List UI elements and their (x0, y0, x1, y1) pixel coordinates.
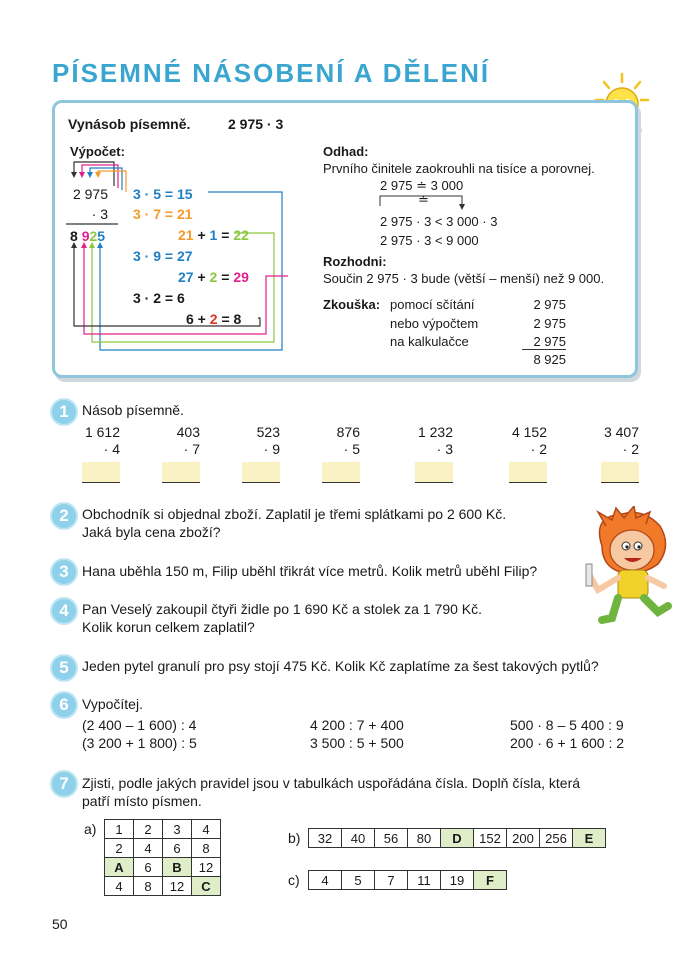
task-6-expr: (3 200 + 1 800) : 5 (82, 735, 197, 751)
table-row: 4 8 12 C (105, 877, 221, 896)
task-2-line-1: Obchodník si objednal zboží. Zaplatil je třemi splátkami po 2 600 Kč. (82, 506, 507, 522)
answer-blank[interactable] (162, 462, 200, 483)
task-number-1: 1 (50, 398, 78, 426)
answer-blank[interactable] (322, 462, 360, 483)
zkouska-num-3: 2 975 (522, 334, 566, 350)
blank-cell-b[interactable]: B (163, 858, 192, 877)
task-6-expr: 4 200 : 7 + 400 (310, 717, 404, 733)
table-row: 4 5 7 11 19 F (309, 871, 507, 890)
running-boy-illustration (572, 506, 682, 636)
task-7-line-2: patří místo písmen. (82, 793, 202, 809)
task-1-item: 876 · 5 (336, 424, 360, 457)
example-expression: 2 975 · 3 (228, 116, 284, 132)
odhad-line-3: 2 975 · 3 < 9 000 (380, 233, 479, 248)
zkouska-num-1: 2 975 (533, 297, 566, 312)
task-7-line-1: Zjisti, podle jakých pravidel jsou v tabulkách uspořádána čísla. Doplň čísla, která (82, 775, 581, 791)
step-6: 3 · 2 = 6 (133, 290, 185, 306)
zkouska-label: Zkouška: (323, 297, 381, 312)
odhad-approx-sign: ≐ (418, 192, 429, 207)
task-4-line-2: Kolik korun celkem zaplatil? (82, 619, 255, 635)
task-number-6: 6 (50, 691, 78, 719)
answer-blank[interactable] (242, 462, 280, 483)
task-number-4: 4 (50, 597, 78, 625)
table-c-label: c) (288, 872, 300, 888)
task-1-item: 403 · 7 (176, 424, 200, 457)
task-4-line-1: Pan Veselý zakoupil čtyři židle po 1 690 Kč a stolek za 1 790 Kč. (82, 601, 483, 617)
table-row: 32 40 56 80 D 152 200 256 E (309, 829, 606, 848)
task-1-item: 1 232 · 3 (417, 424, 453, 457)
result-digit-units: 5 (97, 228, 106, 244)
table-row: 2 4 6 8 (105, 839, 221, 858)
task-6-expr: 200 · 6 + 1 600 : 2 (510, 735, 625, 751)
table-b (308, 828, 606, 848)
zkouska-num-2: 2 975 (533, 316, 566, 331)
answer-blank[interactable] (82, 462, 120, 483)
table-row: 1 2 3 4 (105, 820, 221, 839)
page-title: PÍSEMNÉ NÁSOBENÍ A DĚLENÍ (52, 58, 491, 88)
result (70, 228, 105, 244)
task-6-expr: (2 400 – 1 600) : 4 (82, 717, 197, 733)
page-number: 50 (52, 916, 68, 932)
task-3-line-1: Hana uběhla 150 m, Filip uběhl třikrát více metrů. Kolik metrů uběhl Filip? (82, 563, 538, 579)
table-a-label: a) (84, 821, 97, 837)
task-number-5: 5 (50, 654, 78, 682)
blank-cell-f[interactable]: F (474, 871, 507, 890)
zkouska-sum: 8 925 (533, 352, 566, 367)
task-6-expr: 500 · 8 – 5 400 : 9 (510, 717, 624, 733)
vypocet-label: Výpočet: (70, 144, 125, 159)
odhad-text: Prvního činitele zaokrouhli na tisíce a porovnej. (323, 161, 595, 176)
step-7: 6 + 2 = 8 (186, 311, 242, 327)
task-1-item: 3 407 · 2 (603, 424, 639, 457)
task-number-3: 3 (50, 558, 78, 586)
table-row: A 6 B 12 (105, 858, 221, 877)
result-digit-thousands: 8 (70, 228, 78, 244)
task-6-text: Vypočítej. (82, 696, 143, 712)
task-1-item: 1 612 · 4 (84, 424, 120, 457)
step-4: 3 · 9 = 27 (133, 248, 193, 264)
blank-cell-d[interactable]: D (441, 829, 474, 848)
step-2: 3 · 7 = 21 (133, 206, 193, 222)
answer-blank[interactable] (601, 462, 639, 483)
rozhodni-label: Rozhodni: (323, 254, 387, 269)
answer-blank[interactable] (415, 462, 453, 483)
blank-cell-a[interactable]: A (105, 858, 134, 877)
zkouska-line-3: na kalkulačce (390, 334, 469, 349)
task-number-2: 2 (50, 502, 78, 530)
table-b-label: b) (288, 830, 301, 846)
zkouska-line-2: nebo výpočtem (390, 316, 479, 331)
answer-blank[interactable] (509, 462, 547, 483)
zkouska-line-1: pomocí sčítání (390, 297, 475, 312)
example-heading: Vynásob písemně. (68, 116, 191, 132)
table-a (104, 819, 221, 896)
odhad-label: Odhad: (323, 144, 369, 159)
table-c (308, 870, 507, 890)
blank-cell-e[interactable]: E (573, 829, 606, 848)
task-2-line-2: Jaká byla cena zboží? (82, 524, 221, 540)
result-digit-hundreds: 9 (81, 228, 90, 244)
step-3: 21 + 1 = 22 (178, 227, 249, 243)
task-number-7: 7 (50, 770, 78, 798)
odhad-line-2: 2 975 · 3 < 3 000 · 3 (380, 214, 498, 229)
task-6-expr: 3 500 : 5 + 500 (310, 735, 404, 751)
result-digit-tens: 2 (89, 228, 98, 244)
task-1-text: Násob písemně. (82, 402, 184, 418)
blank-cell-c[interactable]: C (192, 877, 221, 896)
step-1: 3 · 5 = 15 (133, 186, 193, 202)
factor-2: · 3 (91, 206, 108, 222)
odhad-line-1: 2 975 ≐ 3 000 (380, 178, 464, 193)
factor-1: 2 975 (72, 186, 108, 202)
rozhodni-text: Součin 2 975 · 3 bude (větší – menší) než 9 000. (323, 271, 605, 286)
task-1-item: 4 152 · 2 (511, 424, 547, 457)
task-5-line-1: Jeden pytel granulí pro psy stojí 475 Kč. Kolik Kč zaplatíme za šest takových pytlů? (82, 658, 599, 674)
step-5: 27 + 2 = 29 (178, 269, 249, 285)
task-1-item: 523 · 9 (256, 424, 280, 457)
